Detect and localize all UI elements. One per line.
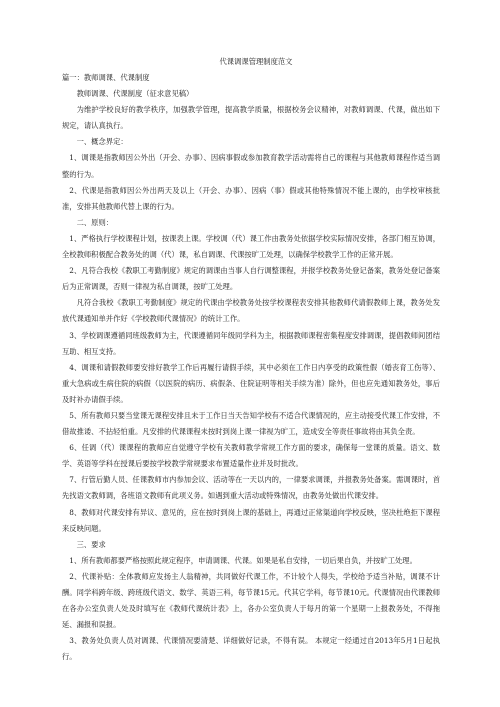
document-subtitle: 教师调课、代课制度（征求意见稿）	[76, 89, 194, 99]
principle-item-5: 5、所有教师只要当堂课无课程安排且未于工作日当天告知学校有不适合代课情况的，应主动接受代课工作安排，不借故推诿、不拈轻怕重。凡安排的代课课程未按时到岗上课一律视为旷工，造成安全等责任事故将由其负全责。	[62, 410, 440, 437]
document-page	[62, 54, 440, 665]
definition-item-2: 2、代课是指教师因公外出两天及以上（开会、办事）、因病（事）假或其他特殊情况不能上课的，由学校审核批准，安排其他教师代替上课的行为。	[62, 185, 440, 211]
principle-item-7: 7、行管后勤人员、任课教师市内参加会议、活动等在一天以内的，一律要求调课，并报教务处备案。需调课时，首先找语文教师调，各班语文教师有此项义务。如遇到重大活动或特殊情况，由教务处做出代课安排。	[62, 475, 440, 501]
principle-item-6: 6、任调（代）课课程的教师应自觉遵守学校有关教师教学常规工作方面的要求，确保每一堂课的质量。语文、数学、英语等学科在授课后要按学校教学常规要求布置适量作业并及时批改。	[62, 443, 440, 469]
principle-item-8: 8、教师对代课安排有异议、意见的，应在按时到岗上课的基础上，再通过正常渠道向学校反映，坚决杜绝拒下课程来反映问题。	[62, 507, 440, 533]
principle-item-3: 3、学校调课遵循同班级教师为主，代课遵循同年级同学科为主，根据教师课程密集程度安排调课，提倡教师间团结互助、相互支持。	[62, 330, 440, 356]
requirement-item-3: 3、教务处负责人员对调课、代课情况要清楚、详细做好记录，不得有误。 本规定一经通过自2013年5月1日起执行。	[62, 636, 440, 662]
part-heading: 篇一：教师调课、代课制度	[62, 73, 150, 82]
intro-paragraph: 为维护学校良好的教学秩序，加强教学管理，提高教学质量，根据校务会议精神，对教师调课、代课，做出如下规定，请认真执行。	[62, 105, 440, 131]
section-heading-definitions: 一、概念界定：	[76, 137, 128, 147]
principle-item-2: 2、凡符合我校《教职工考勤制度》规定的调课由当事人自行调整课程，并报学校教务处登记备案，教务处登记备案后为正常调课，否则一律视为私自调课，按旷工处理。	[62, 266, 440, 292]
definition-item-1: 1、调课是指教师因公外出（开会、办事）、因病事假或参加教育教学活动需将自己的课程与其他教师课程作适当调整的行为。	[62, 153, 440, 179]
requirement-item-1: 1、所有教师都要严格按照此规定程序，申请调课、代课。如果是私自安排，一切后果自负，并按旷工处理。	[69, 555, 417, 565]
requirement-item-2: 2、代课补贴：全体教师应发扬主人翁精神，共同做好代课工作，不计较个人得失，学校给予适当补贴，调课不计酬。同学科跨年级、跨班级代语文、数学、英语三科，每节课15元。代其它学科，每节课10元。代课情况由代课教师在各办公室负责人处及时填写在《教师代课统计表》上，各办公室负责人于每月的第一个星期一上报教务处，不得拖延、漏报和误报。	[62, 571, 440, 630]
principle-item-2-continued: 凡符合我校《教职工考勤制度》规定的代课由学校教务处按学校课程表安排其他教师代请假教师上课，教务处发放代课通知单并作好《学校教师代课情况》的统计工作。	[62, 298, 440, 324]
principle-item-4: 4、调课和请假教师要安排好教学工作后再履行请假手续，其中必须在工作日内享受的政策性假（婚丧育工伤等）、重大急病或生病住院的病假（以医院的病历、病假条、住院证明等相关手续为准）除外，但也应先通知教务处，事后及时补办请假手续。	[62, 362, 440, 404]
document-title: 代课调课管理制度范文	[219, 57, 293, 66]
section-heading-requirements: 三、要求	[76, 539, 106, 549]
principle-item-1: 1、严格执行学校课程计划，按课表上课。学校调（代）课工作由教务处依据学校实际情况安排，各部门相互协调，全校教师积极配合教务处的调（代）课，私自调课、代课按旷工处理，以确保学校教学工作的正常开展。	[62, 233, 440, 260]
section-heading-principles: 二、原则：	[76, 217, 114, 227]
